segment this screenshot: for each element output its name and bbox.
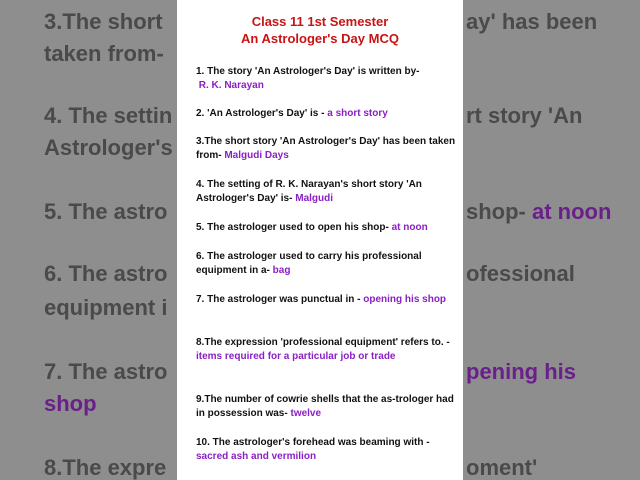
bg-right-fragment: ofessional xyxy=(466,261,575,286)
answer-text: bag xyxy=(272,265,291,276)
bg-highlight-text: shop xyxy=(44,391,97,416)
answer-text: items required for a particular job or trade xyxy=(196,351,396,362)
question-1 xyxy=(196,65,458,93)
question-text: 7. The astrologer was punctual in - xyxy=(196,294,364,305)
question-10 xyxy=(196,436,458,464)
bg-right-fragment: rt story 'An xyxy=(466,103,583,128)
question-9 xyxy=(196,393,458,421)
bg-right-fragment xyxy=(466,356,576,388)
question-text: 3.The short story 'An Astrologer's Day' has been taken from- xyxy=(196,136,456,161)
bg-right-fragment: oment' xyxy=(466,455,538,480)
question-7 xyxy=(196,293,458,307)
bg-text-line: taken from- xyxy=(44,41,164,66)
bg-text-line: equipment i xyxy=(44,295,168,320)
bg-highlight-text: pening his xyxy=(466,359,576,384)
question-text: 2. 'An Astrologer's Day' is - xyxy=(196,108,328,119)
bg-text-line: 8.The expre xyxy=(44,455,167,480)
bg-highlight-text: at noon xyxy=(532,199,612,224)
answer-text: twelve xyxy=(290,408,322,419)
answer-text: at noon xyxy=(391,222,428,233)
answer-text: sacred ash and vermilion xyxy=(196,451,317,462)
bg-right-text: shop- xyxy=(466,199,532,224)
question-8 xyxy=(196,336,458,364)
question-text: 6. The astrologer used to carry his professional equipment in a- xyxy=(196,251,422,276)
question-text: 8.The expression 'professional equipment' refers to. - xyxy=(196,337,450,348)
mcq-document xyxy=(177,0,463,480)
answer-text: a short story xyxy=(327,108,388,119)
question-text: 4. The setting of R. K. Narayan's short story 'An Astrologer's Day' is- xyxy=(196,179,422,204)
answer-text: R. K. Narayan xyxy=(198,80,264,91)
question-3 xyxy=(196,135,458,163)
question-6 xyxy=(196,250,458,278)
bg-text-line: Astrologer's xyxy=(44,135,173,160)
bg-text-line: 4. The settin xyxy=(44,103,173,128)
bg-text-line: 6. The astro xyxy=(44,261,168,286)
bg-right-fragment: ay' has been xyxy=(466,9,598,34)
question-text: 5. The astrologer used to open his shop- xyxy=(196,222,392,233)
document-title-line2: An Astrologer's Day MCQ xyxy=(241,31,399,46)
bg-text-line xyxy=(44,388,97,420)
question-4 xyxy=(196,178,458,206)
answer-text: opening his shop xyxy=(363,294,447,305)
document-title-line1: Class 11 1st Semester xyxy=(251,14,389,29)
question-text: 1. The story 'An Astrologer's Day' is written by- xyxy=(196,66,420,77)
bg-text-line: 3.The short xyxy=(44,9,163,34)
question-text: 10. The astrologer's forehead was beaming with - xyxy=(196,437,430,448)
bg-text-line: 7. The astro xyxy=(44,359,168,384)
answer-text: Malgudi Days xyxy=(224,150,289,161)
bg-right-fragment xyxy=(466,196,611,228)
question-text: 9.The number of cowrie shells that the as-trologer had in possession was- xyxy=(196,394,454,419)
question-5 xyxy=(196,221,458,235)
question-2 xyxy=(196,107,458,121)
bg-text-line: 5. The astro xyxy=(44,199,168,224)
answer-text: Malgudi xyxy=(295,193,334,204)
